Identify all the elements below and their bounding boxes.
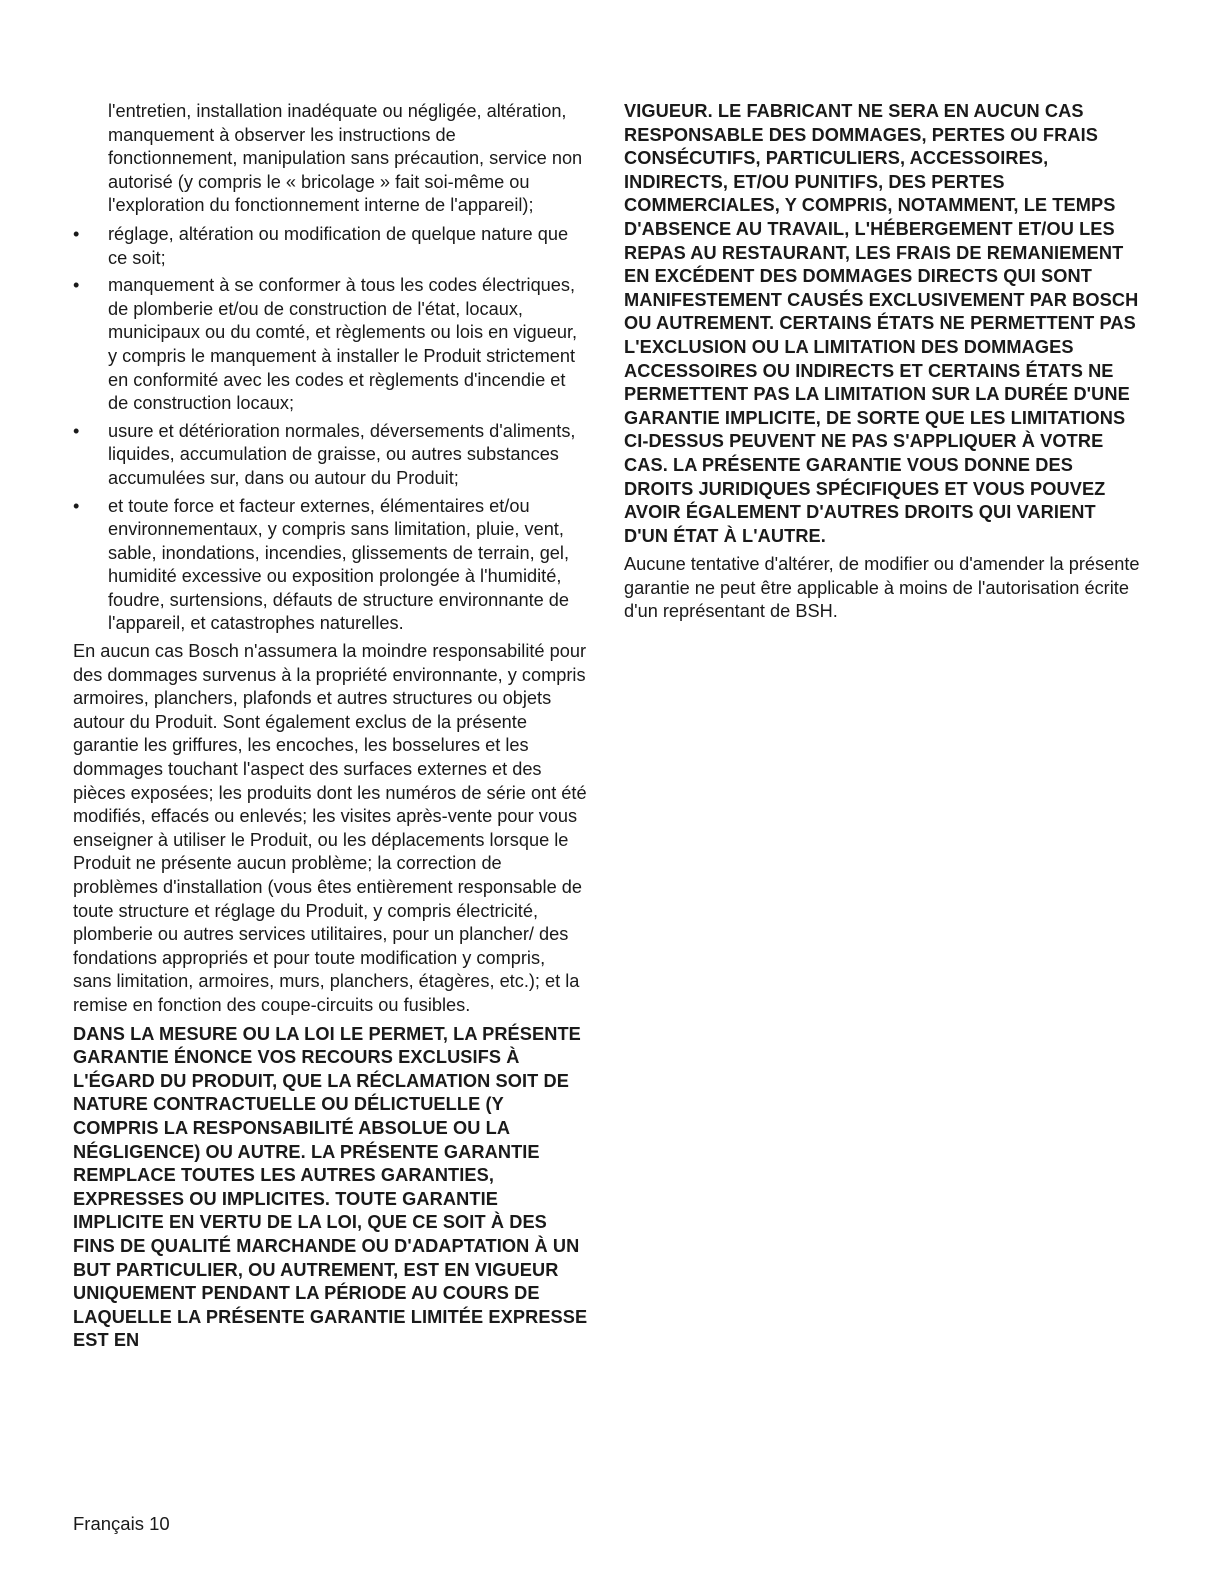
exclusion-bullet-list — [73, 223, 588, 636]
left-column — [73, 100, 588, 1358]
bullet-text: réglage, altération ou modification de quelque nature que ce soit; — [108, 223, 569, 268]
bullet-text: et toute force et facteur externes, élémentaires et/ou environnementaux, y compris sans limitation, pluie, vent, sable, inondations, incendies, glissements de terrain, gel, humidité excessive ou exposition prolongée à l'humidité, foudre, surtensions, défauts de structure environnante de l'appareil, et catastrophes naturelles. — [108, 495, 570, 634]
bullet-item — [73, 495, 588, 637]
bullet-continuation-text: l'entretien, installation inadéquate ou négligée, altération, manquement à observer les instructions de fonctionnement, manipulation sans précaution, service non autorisé (y compris le « bricolage » fait soi-même ou l'exploration du fonctionnement interne de l'appareil); — [108, 101, 583, 216]
bullet-dot-icon: • — [73, 420, 80, 441]
bullet-item — [73, 223, 588, 270]
amendment-paragraph: Aucune tentative d'altérer, de modifier ou d'amender la présente garantie ne peut être applicable à moins de l'autorisation écrite d'un représentant de BSH. — [624, 554, 1140, 622]
bullet-text: manquement à se conformer à tous les codes électriques, de plomberie et/ou de construction de l'état, locaux, municipaux ou du comté, et règlements ou lois en vigueur, y compris le manquement à installer le Produit strictement en conformité avec les codes et règlements d'incendie et de construction locaux; — [108, 275, 578, 414]
bullet-item — [73, 274, 588, 416]
bullet-dot-icon: • — [73, 275, 80, 296]
bullet-dot-icon: • — [73, 495, 80, 516]
bullet-item — [73, 420, 588, 491]
right-column — [624, 100, 1144, 629]
warranty-disclaimer-bold-paragraph: DANS LA MESURE OU LA LOI LE PERMET, LA PRÉSENTE GARANTIE ÉNONCE VOS RECOURS EXCLUSIFS À L'ÉGARD DU PRODUIT, QUE LA RÉCLAMATION SOIT DE NATURE CONTRACTUELLE OU DÉLICTUELLE (Y COMPRIS LA RESPONSABILITÉ ABSOLUE OU LA NÉGLIGENCE) OU AUTRE. LA PRÉSENTE GARANTIE REMPLACE TOUTES LES AUTRES GARANTIES, EXPRESSES OU IMPLICITES. TOUTE GARANTIE IMPLICITE EN VERTU DE LA LOI, QUE CE SOIT À DES FINS DE QUALITÉ MARCHANDE OU D'ADAPTATION À UN BUT PARTICULIER, OU AUTREMENT, EST EN VIGUEUR UNIQUEMENT PENDANT LA PÉRIODE AU COURS DE LAQUELLE LA PRÉSENTE GARANTIE LIMITÉE EXPRESSE EST EN — [73, 1023, 588, 1351]
bullet-text: usure et détérioration normales, déversements d'aliments, liquides, accumulation de graisse, ou autres substances accumulées sur, dans ou autour du Produit; — [108, 420, 576, 488]
page-footer: Français 10 — [73, 1513, 170, 1534]
liability-paragraph: En aucun cas Bosch n'assumera la moindre responsabilité pour des dommages survenus à la propriété environnante, y compris armoires, planchers, plafonds et autres structures ou objets autour du Produit. Sont également exclus de la présente garantie les griffures, les encoches, les bosselures et les dommages touchant l'aspect des surfaces externes et des pièces exposées; les produits dont les numéros de série ont été modifiés, effacés ou enlevés; les visites après-vente pour vous enseigner à utiliser le Produit, ou les déplacements lorsque le Produit ne présente aucun problème; la correction de problèmes d'installation (vous êtes entièrement responsable de toute structure et réglage du Produit, y compris électricité, plomberie ou autres services utilitaires, pour un plancher/ des fondations appropriés et pour toute modification y compris, sans limitation, armoires, murs, planchers, étagères, etc.); et la remise en fonction des coupe-circuits ou fusibles. — [73, 641, 587, 1015]
warranty-disclaimer-bold-continuation: VIGUEUR. LE FABRICANT NE SERA EN AUCUN CAS RESPONSABLE DES DOMMAGES, PERTES OU FRAIS CONSÉCUTIFS, PARTICULIERS, ACCESSOIRES, INDIRECTS, ET/OU PUNITIFS, DES PERTES COMMERCIALES, Y COMPRIS, NOTAMMENT, LE TEMPS D'ABSENCE AU TRAVAIL, L'HÉBERGEMENT ET/OU LES REPAS AU RESTAURANT, LES FRAIS DE REMANIEMENT EN EXCÉDENT DES DOMMAGES DIRECTS QUI SONT MANIFESTEMENT CAUSÉS EXCLUSIVEMENT PAR BOSCH OU AUTREMENT. CERTAINS ÉTATS NE PERMETTENT PAS L'EXCLUSION OU LA LIMITATION DES DOMMAGES ACCESSOIRES OU INDIRECTS ET CERTAINS ÉTATS NE PERMETTENT PAS LA LIMITATION SUR LA DURÉE D'UNE GARANTIE IMPLICITE, DE SORTE QUE LES LIMITATIONS CI-DESSUS PEUVENT NE PAS S'APPLIQUER À VOTRE CAS. LA PRÉSENTE GARANTIE VOUS DONNE DES DROITS JURIDIQUES SPÉCIFIQUES ET VOUS POUVEZ AVOIR ÉGALEMENT D'AUTRES DROITS QUI VARIENT D'UN ÉTAT À L'AUTRE. — [624, 101, 1139, 546]
bullet-dot-icon: • — [73, 223, 80, 244]
